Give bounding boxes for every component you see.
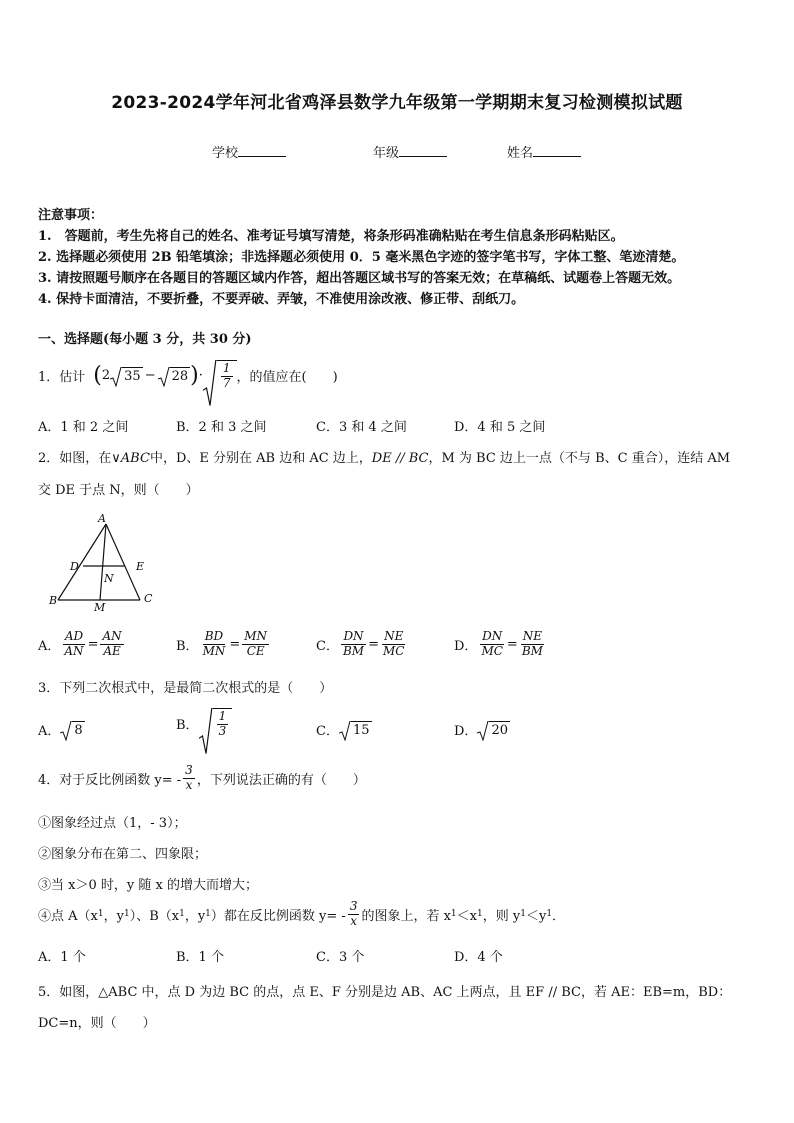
q1-option-b[interactable]: B．2 和 3 之间 (176, 420, 267, 435)
q2-label-d: D (70, 560, 79, 573)
q2-triangle-figure (48, 512, 160, 614)
q2-option-c[interactable]: C． $\frac{DN}{BM}$ = $\frac{NE}{MC}$ (316, 629, 405, 658)
q2-label-b: B (49, 594, 58, 607)
q2-triangle: ∨ABC (111, 451, 150, 466)
section-heading: 一、选择题(每小题 3 分，共 30 分) (38, 332, 252, 347)
q4-option-b[interactable]: B．1 个 (176, 950, 224, 965)
question-5-line-2: DC=n，则（ ） (38, 1016, 156, 1031)
q2-label-a: A (98, 512, 106, 525)
q1-coef: 2 (101, 367, 111, 383)
page-title: 2023-2024学年河北省鸡泽县数学九年级第一学期期末复习检测模拟试题 (111, 93, 683, 113)
q2-label-n: N (104, 572, 114, 585)
q2-parallel: DE // BC (371, 451, 429, 466)
q3-option-c[interactable]: C． 15 (316, 723, 370, 739)
school-label: 学校 (212, 146, 239, 161)
q1-suffix: ，的值应在( ) (236, 369, 338, 385)
q1-prefix: 1．估计 (38, 369, 86, 385)
q4-statement-4: ④点 A（x 1 ，y 1 ）、B（x 1 ，y 1 ）都在反比例函数 y= - $\frac{3}{x}$ 的图象上，若 x 1 ＜x 1 ，则 y 1 ＜y 1 ． (38, 899, 566, 928)
q2-label-m: M (94, 601, 106, 614)
question-3: 3．下列二次根式中，是最简二次根式的是（ ） (38, 681, 333, 696)
notice-item-4: 4. 保持卡面清洁，不要折叠，不要弄破、弄皱，不准使用涂改液、修正带、刮纸刀。 (38, 292, 525, 307)
name-field[interactable] (507, 142, 581, 161)
q1-sqrt-28: 28 (158, 367, 191, 384)
q1-option-a[interactable]: A．1 和 2 之间 (38, 420, 129, 435)
q4-statement-2: ②图象分布在第二、四象限； (38, 847, 208, 862)
grade-field[interactable] (373, 142, 447, 161)
notice-item-3: 3. 请按照题号顺序在各题目的答题区域内作答，超出答题区域书写的答案无效；在草稿纸、试题卷上答题无效。 (38, 271, 681, 286)
question-5-line-1: 5．如图，△ABC 中，点 D 为边 BC 的点，点 E、F 分别是边 AB、AC 上两点，且 EF // BC，若 AE：EB=m，BD： (38, 985, 732, 1000)
q2-option-a[interactable]: A． $\frac{AD}{AN}$ = $\frac{AN}{AE}$ (38, 629, 122, 658)
q4-statement-3: ③当 x＞0 时，y 随 x 的增大而增大； (38, 878, 258, 893)
q2-label-e: E (136, 560, 145, 573)
question-4: 4．对于反比例函数 y= - $\frac{3}{x}$ ，下列说法正确的有（ ） (38, 763, 366, 792)
notice-item-2: 2. 选择题必须使用 2B 铅笔填涂；非选择题必须使用 0．5 毫米黑色字迹的签字笔书写，字体工整、笔迹清楚。 (38, 250, 685, 265)
q4-option-a[interactable]: A．1 个 (38, 950, 86, 965)
grade-label: 年级 (373, 146, 400, 161)
q1-option-c[interactable]: C．3 和 4 之间 (316, 420, 407, 435)
q2-option-b[interactable]: B． $\frac{BD}{MN}$ = $\frac{MN}{CE}$ (176, 629, 268, 658)
q2-label-c: C (144, 592, 153, 605)
q1-sqrt-35: 35 (110, 367, 143, 384)
q3-option-a[interactable]: A． 8 (38, 723, 83, 739)
q1-minus: − (144, 367, 156, 383)
school-field[interactable] (212, 142, 286, 161)
question-1: 1．估计 ( 2 35 − 28 ) · $\frac{1}{7}$ ，的值应在( ) (38, 360, 338, 391)
q4-option-d[interactable]: D．4 个 (454, 950, 503, 965)
question-2-line-1: 2．如图，在∨ABC中，D、E 分别在 AB 边和 AC 边上，DE // BC，M 为 BC 边上一点（不与 B、C 重合），连结 AM (38, 451, 731, 466)
q3-option-d[interactable]: D． 20 (454, 723, 508, 739)
q1-option-d[interactable]: D．4 和 5 之间 (454, 420, 546, 435)
q4-option-c[interactable]: C．3 个 (316, 950, 365, 965)
q3-option-b[interactable]: B． $\frac{1}{3}$ (176, 708, 232, 739)
q4-statement-1: ①图象经过点（1，- 3）； (38, 816, 187, 831)
notice-item-1: 1. 答题前，考生先将自己的姓名、准考证号填写清楚，将条形码准确粘贴在考生信息条形码粘贴区。 (38, 229, 624, 244)
question-2-line-2: 交 DE 于点 N，则（ ） (38, 483, 199, 498)
name-label: 姓名 (507, 146, 534, 161)
q2-option-d[interactable]: D． $\frac{DN}{MC}$ = $\frac{NE}{BM}$ (454, 629, 543, 658)
notice-heading: 注意事项： (38, 208, 104, 223)
q1-sqrt-frac: $\frac{1}{7}$ (203, 360, 237, 391)
